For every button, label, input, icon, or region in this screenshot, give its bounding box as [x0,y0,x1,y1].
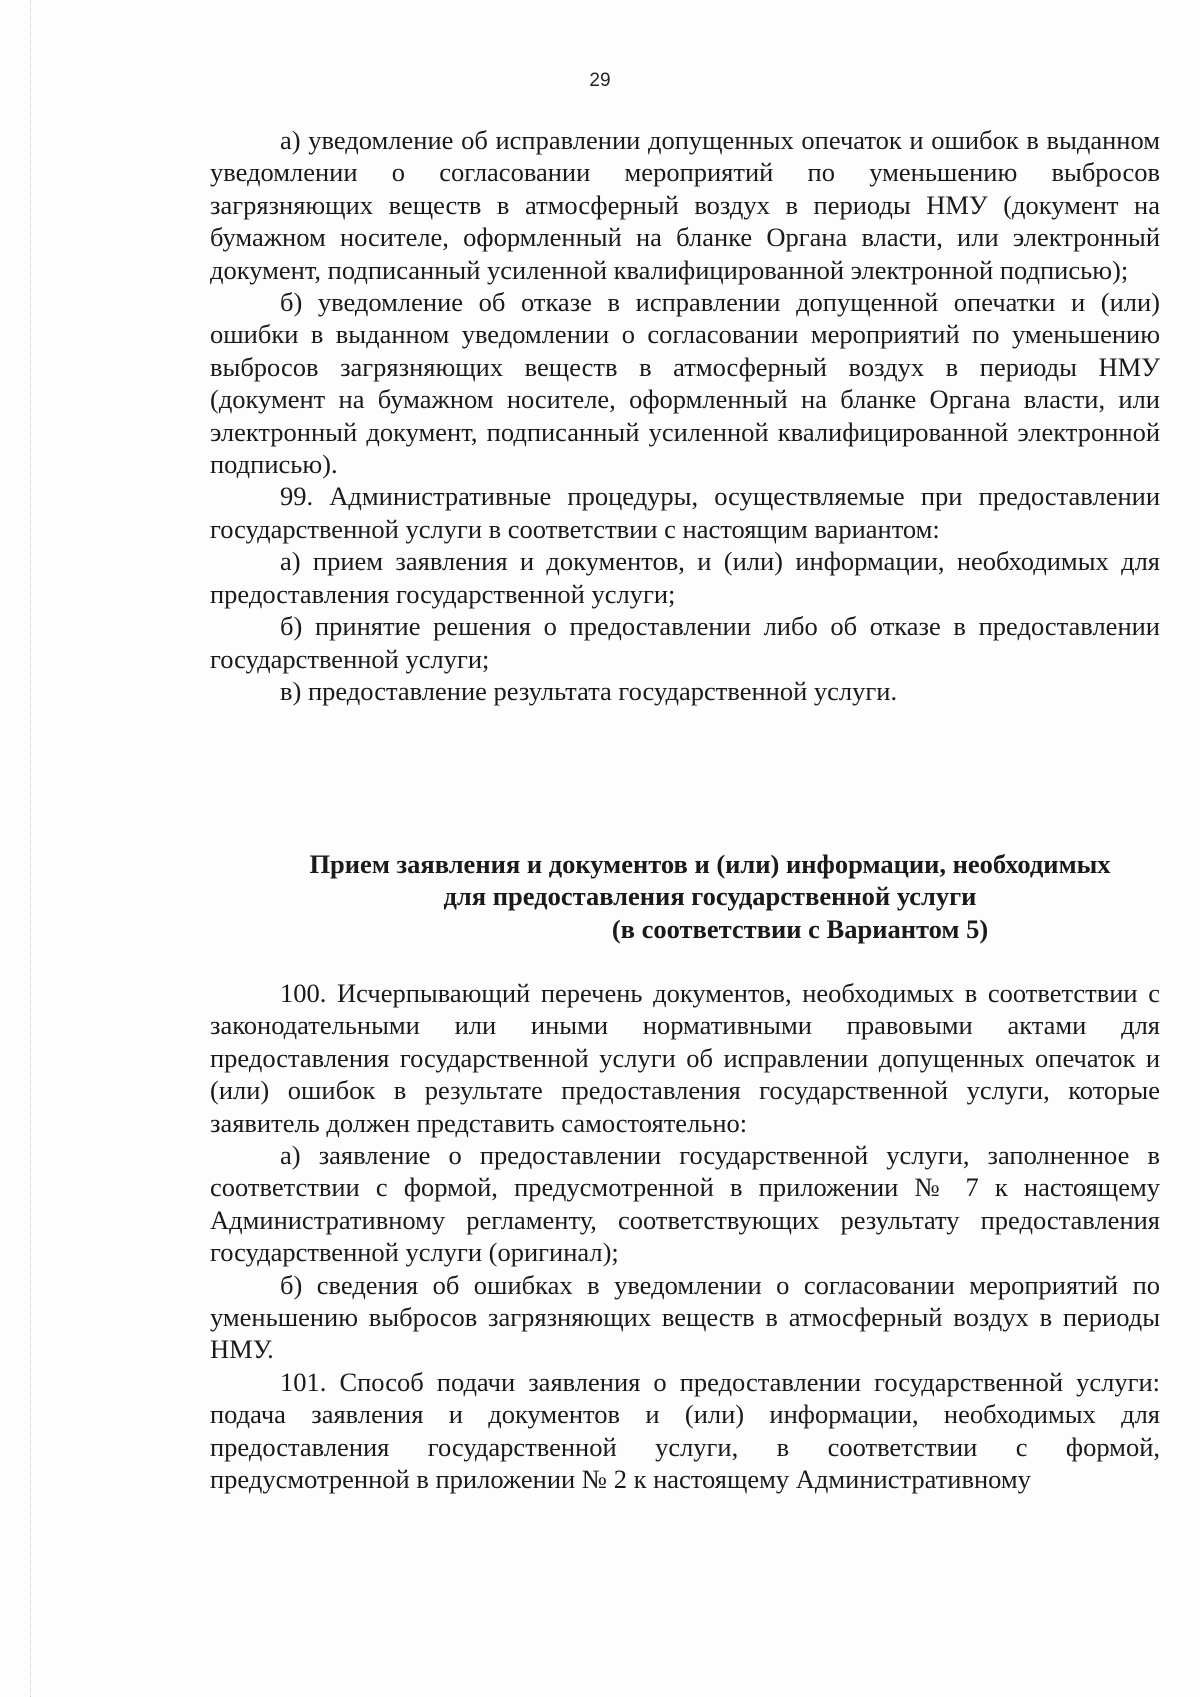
paragraph-101: 101. Способ подачи заявления о предоставлении государственной услуги: подача заявления и документов и (или) информации, необходимых для предоставления государственной услуги, в соответствии с формой, предусмотренной в приложении № 2 к настоящему Административному [210,1366,1160,1495]
text-block-bottom [210,977,1160,1496]
section-heading-line-3: (в соответствии с Вариантом 5) [611,913,989,944]
section-heading-line-2: для предоставления государственной услуги [443,881,977,912]
scan-edge-line [30,0,31,1697]
section-heading-line-1: Прием заявления и документов и (или) информации, необходимых [309,849,1111,879]
list-item-a: а) прием заявления и документов, и (или) информации, необходимых для предоставления государственной услуги; [210,546,1160,609]
list-item-b: б) принятие решения о предоставлении либо об отказе в предоставлении государственной услуги; [210,611,1160,674]
text-block-top [210,124,1160,707]
paragraph-99: 99. Административные процедуры, осуществляемые при предоставлении государственной услуги в соответствии с настоящим вариантом: [210,481,1160,544]
section-heading [280,848,1140,945]
paragraph-notice-refusal: б) уведомление об отказе в исправлении допущенной опечатки и (или) ошибки в выданном уведомлении о согласовании мероприятий по уменьшению выбросов загрязняющих веществ в атмосферный воздух в периоды НМУ (документ на бумажном носителе, оформленный на бланке Органа власти, или электронный документ, подписанный усиленной квалифицированной электронной подписью). [210,287,1160,480]
paragraph-100: 100. Исчерпывающий перечень документов, необходимых в соответствии с законодательными или иными нормативными правовыми актами для предоставления государственной услуги об исправлении допущенных опечаток и (или) ошибок в результате предоставления государственной услуги, которые заявитель должен представить самостоятельно: [210,978,1160,1138]
list-item-a-application: а) заявление о предоставлении государственной услуги, заполненное в соответствии с формой, предусмотренной в приложении № 7 к настоящему Административному регламенту, соответствующих результату предоставления государственной услуги (оригинал); [210,1140,1160,1268]
paragraph-notice-correction: а) уведомление об исправлении допущенных опечаток и ошибок в выданном уведомлении о согласовании мероприятий по уменьшению выбросов загрязняющих веществ в атмосферный воздух в периоды НМУ (документ на бумажном носителе, оформленный на бланке Органа власти, или электронный документ, подписанный усиленной квалифицированной электронной подписью); [210,125,1160,285]
list-item-b-errors: б) сведения об ошибках в уведомлении о согласовании мероприятий по уменьшению выбросов загрязняющих веществ в атмосферный воздух в периоды НМУ. [210,1269,1160,1365]
list-item-v: в) предоставление результата государственной услуги. [280,675,898,706]
page-number: 29 [589,70,611,91]
